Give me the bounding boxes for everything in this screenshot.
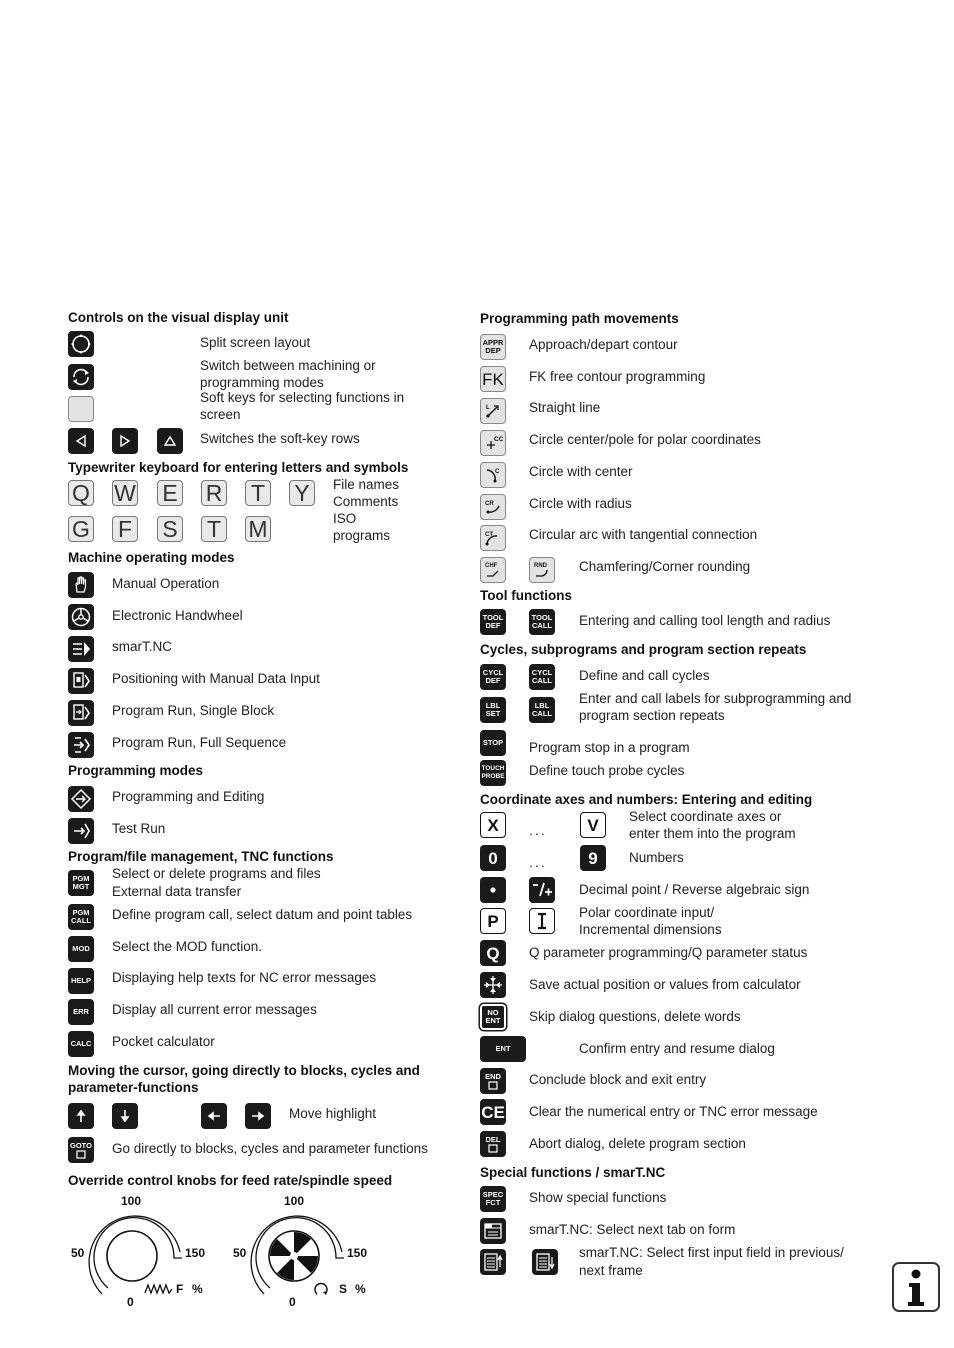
spindle-knob-150: 150 bbox=[347, 1246, 368, 1260]
softkey-row-up-key[interactable] bbox=[157, 428, 183, 454]
arrow-up-icon bbox=[74, 1109, 88, 1123]
plus-minus-icon bbox=[531, 880, 553, 900]
heading-typewriter: Typewriter keyboard for entering letters and symbols bbox=[68, 460, 409, 475]
tool-call-line2: CALL bbox=[532, 621, 552, 630]
frame-text-2: next frame bbox=[579, 1263, 643, 1278]
polar-text-1: Polar coordinate input/ bbox=[579, 905, 715, 920]
feed-zigzag-icon bbox=[144, 1283, 174, 1295]
triangle-left-icon bbox=[74, 434, 88, 448]
test-run-key[interactable] bbox=[68, 818, 94, 844]
lbl-call-line1: LBL bbox=[534, 701, 550, 710]
stop-text: Program stop in a program bbox=[529, 740, 690, 755]
touch-probe-text: Define touch probe cycles bbox=[529, 763, 685, 778]
frame-text-1: smarT.NC: Select first input field in previous/ bbox=[579, 1245, 844, 1260]
mdi-icon bbox=[70, 670, 92, 692]
chamfer-rounding-text: Chamfering/Corner rounding bbox=[579, 559, 751, 574]
key-g[interactable]: G bbox=[68, 516, 94, 542]
arrow-up-key[interactable] bbox=[68, 1103, 94, 1129]
corner-rounding-key[interactable] bbox=[529, 557, 555, 583]
axis-v-key[interactable] bbox=[580, 812, 606, 838]
key-q[interactable]: Q bbox=[68, 480, 94, 506]
pgm-mgt-key-line2: MGT bbox=[72, 882, 90, 891]
touch-probe-key[interactable] bbox=[480, 760, 506, 786]
decimal-sign-text: Decimal point / Reverse algebraic sign bbox=[579, 882, 810, 897]
arrow-right-icon bbox=[251, 1109, 265, 1123]
heading-cycles: Cycles, subprograms and program section repeats bbox=[480, 642, 807, 657]
spec-fct-text: Show special functions bbox=[529, 1190, 667, 1205]
tool-def-line2: DEF bbox=[485, 621, 501, 630]
del-text: Abort dialog, delete program section bbox=[529, 1136, 746, 1151]
ent-key-label: ENT bbox=[495, 1044, 511, 1053]
frame-down-icon bbox=[535, 1252, 555, 1272]
cycl-call-line2: CALL bbox=[532, 676, 552, 685]
form-tab-icon bbox=[483, 1222, 503, 1240]
spindle-override-knob[interactable] bbox=[246, 1208, 346, 1298]
number-9-key[interactable] bbox=[580, 845, 606, 871]
circle-arc-icon bbox=[483, 465, 503, 485]
circle-center-pole-text: Circle center/pole for polar coordinates bbox=[529, 432, 761, 447]
svg-text:CC: CC bbox=[494, 436, 503, 443]
polar-text-2: Incremental dimensions bbox=[579, 922, 722, 937]
soft-keys-text: Soft keys for selecting functions in screen bbox=[200, 390, 405, 422]
heading-coordinates: Coordinate axes and numbers: Entering and editing bbox=[480, 792, 813, 807]
polar-key[interactable] bbox=[480, 908, 506, 934]
pgm-call-key[interactable] bbox=[68, 904, 94, 930]
arrow-left-icon bbox=[207, 1109, 221, 1123]
typewriter-desc-3: ISO bbox=[333, 511, 357, 526]
axis-x-key[interactable] bbox=[480, 812, 506, 838]
key-t[interactable]: T bbox=[245, 480, 271, 506]
lbl-set-key[interactable] bbox=[480, 697, 506, 723]
numbers-dots: ... bbox=[529, 854, 547, 870]
split-screen-text: Split screen layout bbox=[200, 335, 311, 350]
tool-def-key[interactable] bbox=[480, 609, 506, 635]
chamfer-icon bbox=[483, 560, 503, 580]
hand-icon bbox=[71, 575, 91, 595]
heading-special-functions: Special functions / smarT.NC bbox=[480, 1165, 666, 1180]
ce-key[interactable] bbox=[480, 1099, 506, 1125]
tangential-arc-key[interactable] bbox=[480, 525, 506, 551]
pgm-call-key-line2: CALL bbox=[71, 916, 91, 925]
calc-key-label: CALC bbox=[70, 1039, 92, 1048]
svg-text:CT: CT bbox=[485, 532, 493, 538]
pgm-mgt-key-line1: PGM bbox=[72, 874, 90, 883]
handwheel-icon bbox=[70, 606, 92, 628]
single-block-key[interactable] bbox=[68, 700, 94, 726]
goto-key[interactable] bbox=[68, 1137, 94, 1163]
spindle-knob-label: S bbox=[339, 1282, 348, 1296]
pgm-call-key-line1: PGM bbox=[72, 908, 90, 917]
single-block-text: Program Run, Single Block bbox=[112, 703, 275, 718]
end-text: Conclude block and exit entry bbox=[529, 1072, 707, 1087]
mod-key[interactable] bbox=[68, 936, 94, 962]
pgm-call-text: Define program call, select datum and point tables bbox=[112, 907, 413, 922]
feed-knob-unit: % bbox=[192, 1282, 203, 1296]
tool-functions-text: Entering and calling tool length and radius bbox=[579, 613, 831, 628]
typewriter-desc-2: Comments bbox=[333, 494, 399, 509]
circle-with-radius-text: Circle with radius bbox=[529, 496, 632, 511]
svg-text:L: L bbox=[486, 405, 490, 411]
decimal-point-key[interactable] bbox=[480, 877, 506, 903]
q-parameter-text: Q parameter programming/Q parameter status bbox=[529, 945, 808, 960]
heading-machine-modes: Machine operating modes bbox=[68, 550, 235, 565]
key-f[interactable]: F bbox=[112, 516, 138, 542]
full-sequence-text: Program Run, Full Sequence bbox=[112, 735, 287, 750]
no-ent-line2: ENT bbox=[485, 1016, 501, 1025]
number-0-label: 0 bbox=[488, 848, 498, 868]
lbl-call-line2: CALL bbox=[532, 709, 552, 718]
circle-with-center-text: Circle with center bbox=[529, 464, 633, 479]
err-key-label: ERR bbox=[73, 1007, 89, 1016]
tool-def-line1: TOOL bbox=[482, 613, 504, 622]
tool-call-key[interactable] bbox=[529, 609, 555, 635]
feed-knob-50: 50 bbox=[71, 1246, 85, 1260]
cycl-def-line1: CYCL bbox=[482, 668, 504, 677]
key-t2[interactable]: T bbox=[201, 516, 227, 542]
spec-fct-line1: SPEC bbox=[482, 1190, 504, 1199]
incremental-key[interactable] bbox=[529, 908, 555, 934]
number-0-key[interactable] bbox=[480, 845, 506, 871]
ce-key-label: CE bbox=[481, 1102, 505, 1122]
stop-key[interactable] bbox=[480, 730, 506, 756]
test-run-text: Test Run bbox=[112, 821, 166, 836]
help-key-label: HELP bbox=[70, 976, 91, 985]
dot-icon bbox=[488, 885, 498, 895]
manual-operation-key[interactable] bbox=[68, 572, 94, 598]
softkey-rows-text: Switches the soft-key rows bbox=[200, 431, 360, 446]
split-screen-icon bbox=[70, 333, 92, 355]
tool-call-line1: TOOL bbox=[531, 613, 553, 622]
goto-text: Go directly to blocks, cycles and parameter functions bbox=[112, 1141, 428, 1156]
calc-text: Pocket calculator bbox=[112, 1034, 215, 1049]
full-sequence-key[interactable] bbox=[68, 732, 94, 758]
rounding-icon bbox=[532, 560, 552, 580]
split-screen-key[interactable] bbox=[68, 331, 94, 357]
manual-operation-text: Manual Operation bbox=[112, 576, 220, 591]
crosshair-icon bbox=[482, 974, 504, 996]
square-icon bbox=[76, 1150, 86, 1159]
svg-text:CHF: CHF bbox=[485, 563, 498, 569]
axis-v-label: V bbox=[587, 815, 599, 835]
switch-mode-text: Switch between machining or programming modes bbox=[200, 358, 376, 390]
next-tab-text: smarT.NC: Select next tab on form bbox=[529, 1222, 736, 1237]
axes-dots: ... bbox=[529, 822, 547, 838]
numbers-text: Numbers bbox=[629, 850, 684, 865]
switch-mode-icon bbox=[70, 366, 92, 388]
triangle-right-icon bbox=[118, 434, 132, 448]
cycl-def-line2: DEF bbox=[485, 676, 501, 685]
heading-override: Override control knobs for feed rate/spindle speed bbox=[68, 1173, 393, 1188]
lbl-set-line1: LBL bbox=[485, 701, 501, 710]
ent-text: Confirm entry and resume dialog bbox=[579, 1041, 775, 1056]
heading-program-management: Program/file management, TNC functions bbox=[68, 849, 334, 864]
mdi-text: Positioning with Manual Data Input bbox=[112, 671, 320, 686]
cycl-call-line1: CYCL bbox=[531, 668, 553, 677]
circle-with-center-key[interactable] bbox=[480, 462, 506, 488]
square-icon bbox=[488, 1144, 498, 1153]
circle-radius-icon bbox=[483, 497, 503, 517]
help-text: Displaying help texts for NC error messages bbox=[112, 970, 377, 985]
cycles-text: Define and call cycles bbox=[579, 668, 710, 683]
typewriter-desc-1: File names bbox=[333, 477, 400, 492]
spec-fct-line2: FCT bbox=[485, 1198, 501, 1207]
key-s[interactable]: S bbox=[157, 516, 183, 542]
move-highlight-text: Move highlight bbox=[289, 1106, 377, 1121]
heading-cursor-2: parameter-functions bbox=[68, 1080, 199, 1095]
prev-frame-key[interactable] bbox=[480, 1249, 506, 1275]
smartnc-text: smarT.NC bbox=[112, 639, 172, 654]
fk-key-label: FK bbox=[482, 369, 504, 389]
info-badge bbox=[892, 1262, 940, 1312]
lbl-set-line2: SET bbox=[485, 709, 501, 718]
touch-probe-line2: PROBE bbox=[481, 773, 505, 780]
appr-key-line1: APPR bbox=[482, 338, 504, 347]
square-icon bbox=[488, 1081, 498, 1090]
handwheel-key[interactable] bbox=[68, 604, 94, 630]
arrow-right-key[interactable] bbox=[245, 1103, 271, 1129]
axes-text-1: Select coordinate axes or bbox=[629, 809, 782, 824]
actual-position-key[interactable] bbox=[480, 972, 506, 998]
heading-tool-functions: Tool functions bbox=[480, 588, 572, 603]
polar-key-label: P bbox=[487, 911, 499, 931]
smartnc-key[interactable] bbox=[68, 636, 94, 662]
typewriter-desc-4: programs bbox=[333, 528, 391, 543]
feed-knob-150: 150 bbox=[185, 1246, 206, 1260]
spindle-knob-unit: % bbox=[355, 1282, 366, 1296]
labels-text-1: Enter and call labels for subprogramming and bbox=[579, 691, 852, 706]
mod-key-label: MOD bbox=[72, 944, 90, 953]
diamond-edit-icon bbox=[70, 788, 92, 810]
arrow-down-key[interactable] bbox=[112, 1103, 138, 1129]
softkey-row-left-key[interactable] bbox=[68, 428, 94, 454]
key-y[interactable]: Y bbox=[289, 480, 315, 506]
axes-text-2: enter them into the program bbox=[629, 826, 796, 841]
feed-knob-100: 100 bbox=[121, 1194, 142, 1208]
pgm-mgt-key[interactable] bbox=[68, 870, 94, 896]
no-ent-line1: NO bbox=[487, 1008, 499, 1017]
key-m[interactable]: M bbox=[245, 516, 271, 542]
softkey-row-right-key[interactable] bbox=[112, 428, 138, 454]
info-icon bbox=[894, 1264, 938, 1310]
heading-programming-modes: Programming modes bbox=[68, 763, 204, 778]
svg-text:CR: CR bbox=[485, 501, 494, 507]
circle-center-pole-key[interactable] bbox=[480, 430, 506, 456]
spindle-knob-100: 100 bbox=[284, 1194, 305, 1208]
stop-key-label: STOP bbox=[482, 738, 504, 747]
incremental-icon bbox=[534, 912, 550, 930]
calc-key[interactable] bbox=[68, 1031, 94, 1057]
number-9-label: 9 bbox=[588, 848, 598, 868]
fk-text: FK free contour programming bbox=[529, 369, 706, 384]
touch-probe-line1: TOUCH bbox=[481, 765, 505, 772]
programming-editing-text: Programming and Editing bbox=[112, 789, 265, 804]
svg-text:RND: RND bbox=[534, 563, 547, 569]
no-ent-key[interactable] bbox=[480, 1004, 506, 1030]
pgm-mgt-text-2: External data transfer bbox=[112, 884, 242, 899]
chamfer-key[interactable] bbox=[480, 557, 506, 583]
single-block-icon bbox=[70, 702, 92, 724]
frame-up-icon bbox=[483, 1252, 503, 1272]
mdi-key[interactable] bbox=[68, 668, 94, 694]
err-key[interactable] bbox=[68, 999, 94, 1025]
ent-key[interactable] bbox=[480, 1036, 526, 1062]
spindle-knob-50: 50 bbox=[233, 1246, 247, 1260]
end-key-label: END bbox=[485, 1071, 501, 1081]
next-frame-key[interactable] bbox=[532, 1249, 558, 1275]
appr-dep-key[interactable] bbox=[480, 334, 506, 360]
key-r[interactable]: R bbox=[201, 480, 227, 506]
help-key[interactable] bbox=[68, 968, 94, 994]
svg-text:C: C bbox=[495, 469, 500, 475]
err-text: Display all current error messages bbox=[112, 1002, 317, 1017]
heading-path-movements: Programming path movements bbox=[480, 311, 679, 326]
cycl-call-key[interactable] bbox=[529, 664, 555, 690]
axis-x-label: X bbox=[487, 815, 499, 835]
arrow-down-icon bbox=[118, 1109, 132, 1123]
test-run-icon bbox=[70, 820, 92, 842]
handwheel-text: Electronic Handwheel bbox=[112, 608, 243, 623]
programming-editing-key[interactable] bbox=[68, 786, 94, 812]
appr-dep-text: Approach/depart contour bbox=[529, 337, 678, 352]
no-ent-text: Skip dialog questions, delete words bbox=[529, 1009, 741, 1024]
q-parameter-key[interactable] bbox=[480, 940, 506, 966]
sign-key[interactable] bbox=[529, 877, 555, 903]
spindle-rotation-icon bbox=[312, 1280, 330, 1296]
lbl-call-key[interactable] bbox=[529, 697, 555, 723]
spec-fct-key[interactable] bbox=[480, 1186, 506, 1212]
circle-with-radius-key[interactable] bbox=[480, 494, 506, 520]
ce-text: Clear the numerical entry or TNC error message bbox=[529, 1104, 818, 1119]
key-e[interactable]: E bbox=[157, 480, 183, 506]
cycl-def-key[interactable] bbox=[480, 664, 506, 690]
key-w[interactable]: W bbox=[112, 480, 138, 506]
straight-line-key[interactable] bbox=[480, 398, 506, 424]
fk-key[interactable] bbox=[480, 366, 506, 392]
q-key-label: Q bbox=[486, 943, 500, 963]
straight-line-text: Straight line bbox=[529, 400, 601, 415]
mod-text: Select the MOD function. bbox=[112, 939, 263, 954]
circle-center-icon bbox=[483, 433, 503, 453]
heading-visual-display: Controls on the visual display unit bbox=[68, 310, 289, 325]
full-sequence-icon bbox=[70, 734, 92, 756]
appr-key-line2: DEP bbox=[485, 346, 501, 355]
heading-cursor-1: Moving the cursor, going directly to blocks, cycles and bbox=[68, 1063, 420, 1078]
labels-text-2: program section repeats bbox=[579, 708, 725, 723]
straight-line-icon bbox=[483, 401, 503, 421]
soft-key[interactable] bbox=[68, 396, 94, 422]
del-key-label: DEL bbox=[485, 1134, 501, 1144]
pgm-mgt-text-1: Select or delete programs and files bbox=[112, 866, 321, 881]
switch-mode-key[interactable] bbox=[68, 364, 94, 390]
next-tab-key[interactable] bbox=[480, 1218, 506, 1244]
goto-key-label: GOTO bbox=[70, 1140, 92, 1150]
feed-knob-label: F bbox=[176, 1282, 184, 1296]
smartnc-icon bbox=[70, 638, 92, 660]
spindle-knob-0: 0 bbox=[289, 1295, 296, 1309]
tangential-arc-text: Circular arc with tangential connection bbox=[529, 527, 758, 542]
feed-knob-0: 0 bbox=[127, 1295, 134, 1309]
actual-position-text: Save actual position or values from calculator bbox=[529, 977, 801, 992]
end-key[interactable] bbox=[480, 1068, 506, 1094]
triangle-up-icon bbox=[163, 434, 177, 448]
del-key[interactable] bbox=[480, 1131, 506, 1157]
tangential-arc-icon bbox=[483, 528, 503, 548]
arrow-left-key[interactable] bbox=[201, 1103, 227, 1129]
